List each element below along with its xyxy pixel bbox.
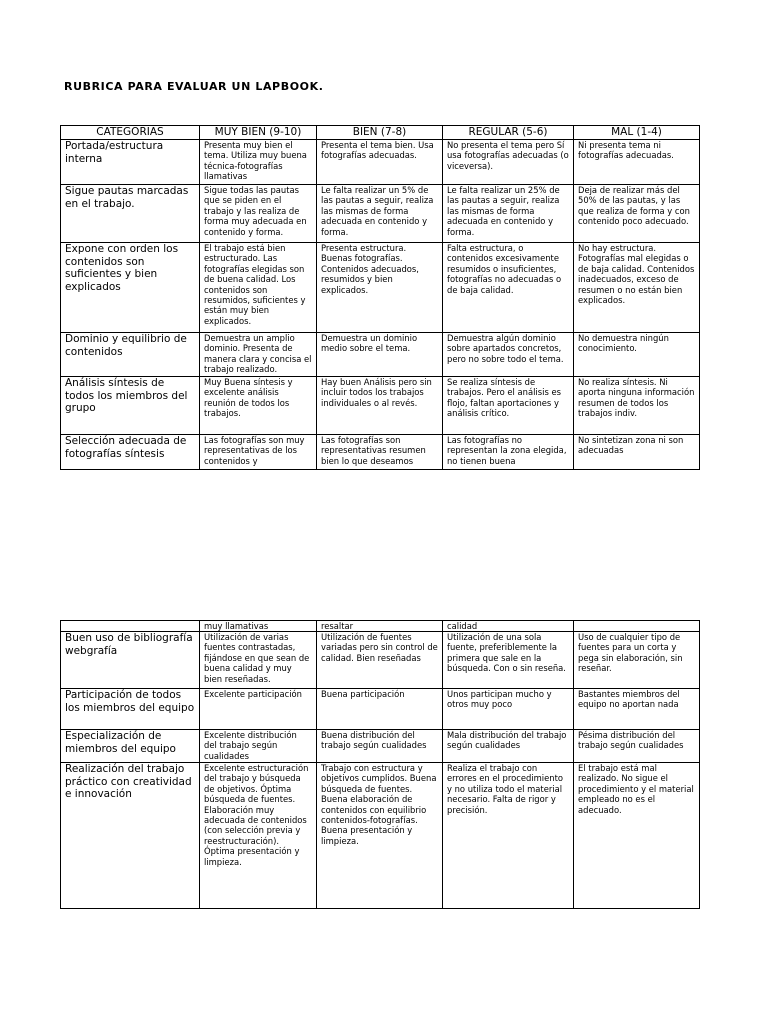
category-cell: Sigue pautas marcadas en el trabajo. (61, 185, 200, 243)
bien-cell: Presenta estructura. Buenas fotografías. Contenidos adecuados, resumidos y bien explicados. (317, 243, 443, 333)
category-cell: Participación de todos los miembros del equipo (61, 689, 200, 730)
category-cell: Selección adecuada de fotografías síntesis (61, 435, 200, 470)
continuation-cell (574, 621, 700, 632)
regular-cell: Utilización de una sola fuente, preferiblemente la primera que sale en la búsqueda. Con o sin reseña. (443, 632, 574, 689)
muy-bien-cell: Excelente participación (200, 689, 317, 730)
regular-cell: Mala distribución del trabajo según cualidades (443, 730, 574, 763)
continuation-row (61, 621, 700, 632)
muy-bien-cell: Demuestra un amplio dominio. Presenta de manera clara y concisa el trabajo realizado. (200, 333, 317, 377)
bien-cell: Hay buen Análisis pero sin incluir todos los trabajos individuales o al revés. (317, 377, 443, 435)
table-row (61, 377, 700, 435)
table-row (61, 632, 700, 689)
muy-bien-cell: Excelente distribución del trabajo según cualidades (200, 730, 317, 763)
muy-bien-cell: Excelente estructuración del trabajo y búsqueda de objetivos. Óptima búsqueda de fuentes. Elaboración muy adecuada de contenidos (con selección previa y reestructuración). Óptima presentación y limpieza. (200, 763, 317, 909)
header-bien: BIEN (7-8) (317, 126, 443, 140)
regular-cell: No presenta el tema pero Sí usa fotografías adecuadas (o viceversa). (443, 140, 574, 185)
category-cell: Especialización de miembros del equipo (61, 730, 200, 763)
bien-cell: Presenta el tema bien. Usa fotografías adecuadas. (317, 140, 443, 185)
category-cell: Realización del trabajo práctico con creatividad e innovación (61, 763, 200, 909)
mal-cell: No realiza síntesis. Ni aporta ninguna información resumen de todos los trabajos indiv. (574, 377, 700, 435)
category-cell: Expone con orden los contenidos son suficientes y bien explicados (61, 243, 200, 333)
header-row (61, 126, 700, 140)
mal-cell: Pésima distribución del trabajo según cualidades (574, 730, 700, 763)
table-row (61, 730, 700, 763)
table-row (61, 435, 700, 470)
mal-cell: Bastantes miembros del equipo no aportan nada (574, 689, 700, 730)
regular-cell: Le falta realizar un 25% de las pautas a seguir, realiza las mismas de forma adecuada en contenido y forma. (443, 185, 574, 243)
continuation-cell: calidad (443, 621, 574, 632)
muy-bien-cell: Sigue todas las pautas que se piden en el trabajo y las realiza de forma muy adecuada en contenido y forma. (200, 185, 317, 243)
regular-cell: Las fotografías no representan la zona elegida, no tienen buena (443, 435, 574, 470)
regular-cell: Realiza el trabajo con errores en el procedimiento y no utiliza todo el material necesario. Falta de rigor y precisión. (443, 763, 574, 909)
header-categorias: CATEGORIAS (61, 126, 200, 140)
bien-cell: Las fotografías son representativas resumen bien lo que deseamos (317, 435, 443, 470)
bien-cell: Trabajo con estructura y objetivos cumplidos. Buena búsqueda de fuentes. Buena elaboración de contenidos con equilibrio contenidos-fotografías. Buena presentación y limpieza. (317, 763, 443, 909)
continuation-cell: resaltar (317, 621, 443, 632)
mal-cell: No hay estructura. Fotografías mal elegidas o de baja calidad. Contenidos inadecuados, exceso de resumen o no están bien explicados. (574, 243, 700, 333)
continuation-cell (61, 621, 200, 632)
header-mal: MAL (1-4) (574, 126, 700, 140)
rubric-table-part-2 (60, 620, 700, 909)
muy-bien-cell: Las fotografías son muy representativas de los contenidos y (200, 435, 317, 470)
table-row (61, 689, 700, 730)
mal-cell: El trabajo está mal realizado. No sigue el procedimiento y el material empleado no es el adecuado. (574, 763, 700, 909)
bien-cell: Utilización de fuentes variadas pero sin control de calidad. Bien reseñadas (317, 632, 443, 689)
regular-cell: Se realiza síntesis de trabajos. Pero el análisis es flojo, faltan aportaciones y análisis crítico. (443, 377, 574, 435)
rubric-table-part-1 (60, 125, 700, 470)
category-cell: Análisis síntesis de todos los miembros del grupo (61, 377, 200, 435)
header-regular: REGULAR (5-6) (443, 126, 574, 140)
mal-cell: No demuestra ningún conocimiento. (574, 333, 700, 377)
page-title: RUBRICA PARA EVALUAR UN LAPBOOK. (64, 80, 324, 93)
continuation-cell: muy llamativas (200, 621, 317, 632)
muy-bien-cell: Muy Buena síntesis y excelente análisis reunión de todos los trabajos. (200, 377, 317, 435)
mal-cell: Deja de realizar más del 50% de las pautas, y las que realiza de forma y con contenido poco adecuado. (574, 185, 700, 243)
mal-cell: No sintetizan zona ni son adecuadas (574, 435, 700, 470)
regular-cell: Unos participan mucho y otros muy poco (443, 689, 574, 730)
muy-bien-cell: El trabajo está bien estructurado. Las fotografías elegidas son de buena calidad. Los contenidos son resumidos, suficientes y están muy bien explicados. (200, 243, 317, 333)
table-row (61, 333, 700, 377)
table-row (61, 763, 700, 909)
regular-cell: Falta estructura, o contenidos excesivamente resumidos o insuficientes, fotografías no adecuadas o de baja calidad. (443, 243, 574, 333)
mal-cell: Uso de cualquier tipo de fuentes para un corta y pega sin elaboración, sin reseñar. (574, 632, 700, 689)
muy-bien-cell: Utilización de varias fuentes contrastadas, fijándose en que sean de buena calidad y muy bien reseñadas. (200, 632, 317, 689)
header-muy-bien: MUY BIEN (9-10) (200, 126, 317, 140)
bien-cell: Buena distribución del trabajo según cualidades (317, 730, 443, 763)
table-row (61, 185, 700, 243)
bien-cell: Le falta realizar un 5% de las pautas a seguir, realiza las mismas de forma adecuada en contenido y forma. (317, 185, 443, 243)
muy-bien-cell: Presenta muy bien el tema. Utiliza muy buena técnica-fotografías llamativas (200, 140, 317, 185)
table-row (61, 243, 700, 333)
table-row (61, 140, 700, 185)
bien-cell: Demuestra un dominio medio sobre el tema. (317, 333, 443, 377)
category-cell: Buen uso de bibliografía webgrafía (61, 632, 200, 689)
mal-cell: Ni presenta tema ni fotografías adecuadas. (574, 140, 700, 185)
category-cell: Portada/estructura interna (61, 140, 200, 185)
category-cell: Dominio y equilibrio de contenidos (61, 333, 200, 377)
regular-cell: Demuestra algún dominio sobre apartados concretos, pero no sobre todo el tema. (443, 333, 574, 377)
bien-cell: Buena participación (317, 689, 443, 730)
